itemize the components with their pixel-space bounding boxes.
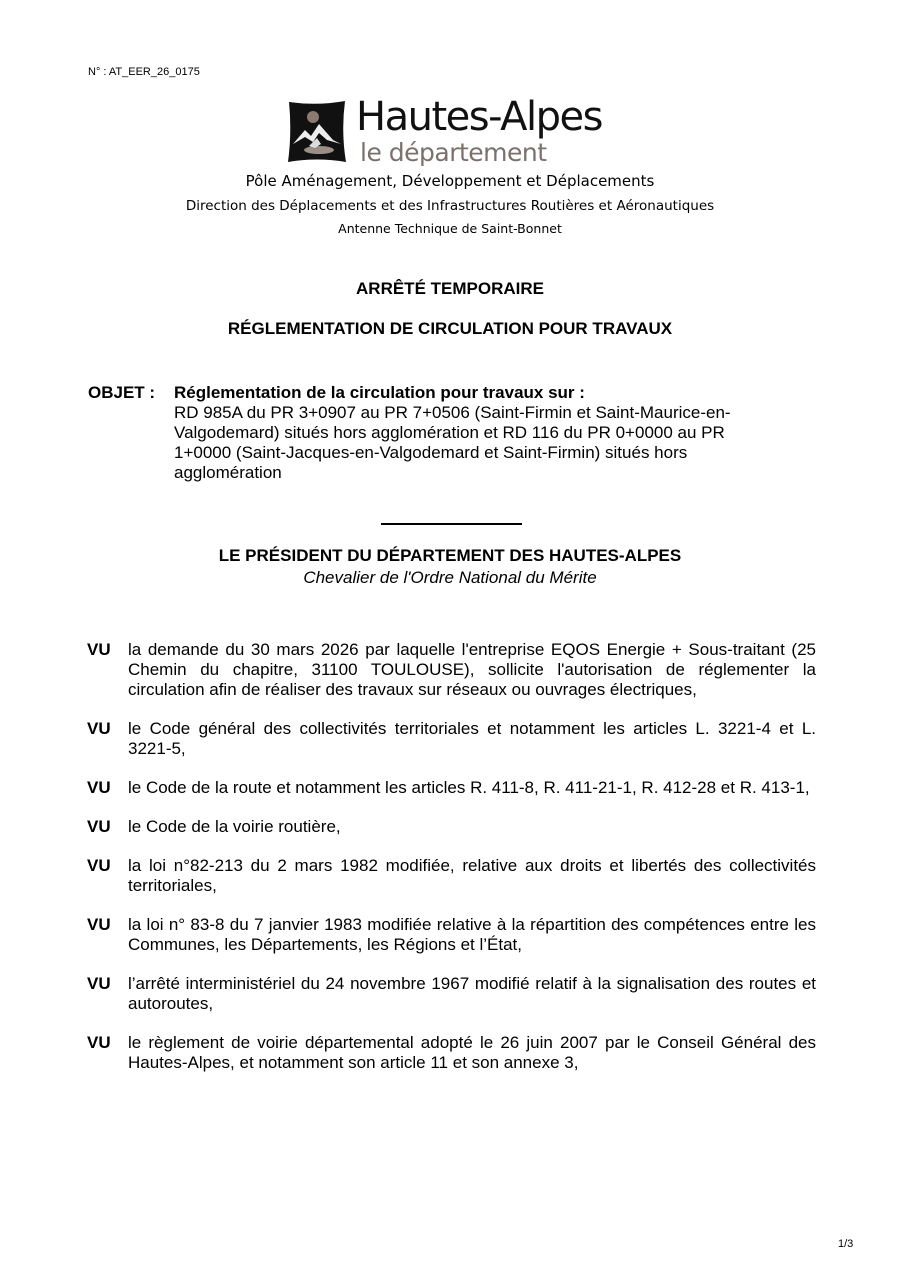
objet-body xyxy=(174,383,774,483)
logo-subtitle: le département xyxy=(360,138,547,167)
president-title: LE PRÉSIDENT DU DÉPARTEMENT DES HAUTES-ALPES xyxy=(218,546,682,565)
vu-item xyxy=(87,915,816,955)
objet-text: RD 985A du PR 3+0907 au PR 7+0506 (Saint-Firmin et Saint-Maurice-en-Valgodemard) situés hors agglomération et RD 116 du PR 0+0000 au PR 1+0000 (Saint-Jacques-en-Valgodemard et Saint-Firmin) situés hors agglomération xyxy=(174,403,731,482)
document-title: ARRÊTÉ TEMPORAIRE xyxy=(356,279,544,298)
vu-item xyxy=(87,640,816,700)
vu-item xyxy=(87,778,816,798)
pole-name: Pôle Aménagement, Développement et Déplacements xyxy=(245,172,655,190)
vu-item xyxy=(87,719,816,759)
vu-item xyxy=(87,856,816,896)
vu-text: la demande du 30 mars 2026 par laquelle l'entreprise EQOS Energie + Sous-traitant (25 Chemin du chapitre, 31100 TOULOUSE), sollicite l'autorisation de réglementer la circulation afin de réaliser des travaux sur réseaux ou ouvrages électriques, xyxy=(128,640,816,699)
document-number: N° : AT_EER_26_0175 xyxy=(88,66,200,78)
vu-list xyxy=(87,640,816,1092)
logo-title: Hautes-Alpes xyxy=(356,94,602,140)
vu-text: le Code de la voirie routière, xyxy=(128,817,341,836)
vu-text: la loi n° 83-8 du 7 janvier 1983 modifiée relative à la répartition des compétences entre les Communes, les Départements, les Régions et l’État, xyxy=(128,915,816,954)
vu-item xyxy=(87,817,816,837)
vu-item xyxy=(87,974,816,1014)
vu-text: le Code de la route et notamment les articles R. 411-8, R. 411-21-1, R. 412-28 et R. 413-1, xyxy=(128,778,810,797)
vu-label: VU xyxy=(87,1033,111,1052)
hautes-alpes-logo-icon xyxy=(287,100,347,163)
direction-name: Direction des Déplacements et des Infrastructures Routières et Aéronautiques xyxy=(185,198,715,214)
vu-text: le règlement de voirie départemental adopté le 26 juin 2007 par le Conseil Général des Hautes-Alpes, et notamment son article 11 et son annexe 3, xyxy=(128,1033,816,1072)
vu-text: l’arrêté interministériel du 24 novembre 1967 modifié relatif à la signalisation des routes et autoroutes, xyxy=(128,974,816,1013)
page-number: 1/3 xyxy=(838,1238,854,1250)
vu-label: VU xyxy=(87,915,111,934)
objet-label: OBJET : xyxy=(88,383,156,402)
vu-label: VU xyxy=(87,640,111,659)
vu-text: la loi n°82-213 du 2 mars 1982 modifiée, relative aux droits et libertés des collectivités territoriales, xyxy=(128,856,816,895)
vu-label: VU xyxy=(87,974,111,993)
vu-text: le Code général des collectivités territoriales et notamment les articles L. 3221-4 et L. 3221-5, xyxy=(128,719,816,758)
vu-label: VU xyxy=(87,778,111,797)
divider xyxy=(381,523,522,525)
objet-heading: Réglementation de la circulation pour travaux sur : xyxy=(174,383,585,402)
vu-label: VU xyxy=(87,817,111,836)
antenne-name: Antenne Technique de Saint-Bonnet xyxy=(338,221,562,236)
vu-label: VU xyxy=(87,856,111,875)
vu-item xyxy=(87,1033,816,1073)
president-distinction: Chevalier de l'Ordre National du Mérite xyxy=(303,568,597,587)
vu-label: VU xyxy=(87,719,111,738)
document-subtitle: RÉGLEMENTATION DE CIRCULATION POUR TRAVAUX xyxy=(227,319,673,338)
